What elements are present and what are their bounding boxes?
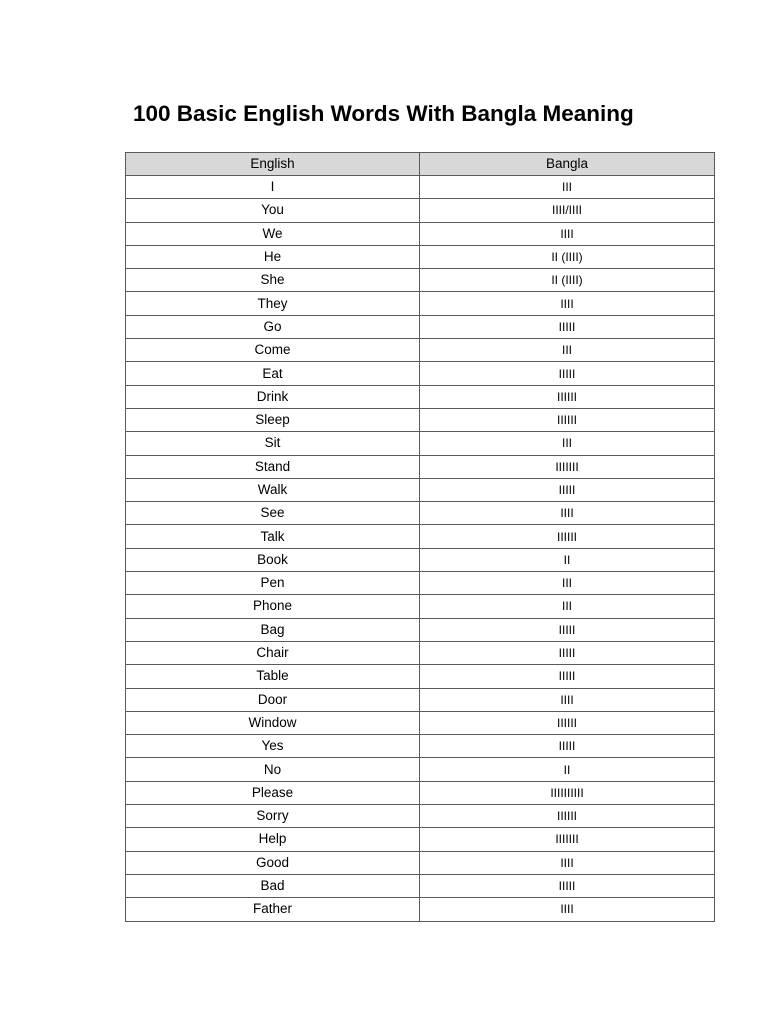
bangla-meaning-cell: IIIIII [420,408,715,431]
table-row [126,315,715,338]
table-row [126,641,715,664]
english-word-cell: Eat [126,362,420,385]
table-row [126,828,715,851]
bangla-meaning-cell: IIIII [420,478,715,501]
english-word-cell: Stand [126,455,420,478]
bangla-meaning-cell: IIIIII [420,805,715,828]
bangla-meaning-cell: IIII [420,222,715,245]
bangla-meaning-cell: IIIII [420,362,715,385]
bangla-meaning-cell: III [420,432,715,455]
english-word-cell: Help [126,828,420,851]
english-word-cell: Yes [126,735,420,758]
bangla-meaning-cell: II (IIII) [420,269,715,292]
table-row [126,432,715,455]
english-word-cell: Talk [126,525,420,548]
bangla-meaning-cell: III [420,595,715,618]
bangla-meaning-cell: IIIII [420,618,715,641]
column-header-bangla: Bangla [420,153,715,176]
english-word-cell: You [126,199,420,222]
english-word-cell: We [126,222,420,245]
bangla-meaning-cell: III [420,572,715,595]
table-row [126,665,715,688]
english-word-cell: Chair [126,641,420,664]
english-word-cell: Book [126,548,420,571]
table-row [126,874,715,897]
table-body [126,176,715,922]
english-word-cell: Table [126,665,420,688]
english-word-cell: See [126,502,420,525]
english-word-cell: Good [126,851,420,874]
table-row [126,548,715,571]
bangla-meaning-cell: IIII [420,688,715,711]
bangla-meaning-cell: IIIIII [420,525,715,548]
english-word-cell: Window [126,711,420,734]
bangla-meaning-cell: IIIII [420,874,715,897]
english-word-cell: Sorry [126,805,420,828]
english-word-cell: Please [126,781,420,804]
table-row [126,385,715,408]
english-word-cell: Drink [126,385,420,408]
table-row [126,455,715,478]
bangla-meaning-cell: IIIIIII [420,455,715,478]
bangla-meaning-cell: IIII [420,292,715,315]
english-word-cell: He [126,245,420,268]
table-row [126,781,715,804]
bangla-meaning-cell: IIIII [420,735,715,758]
bangla-meaning-cell: IIIII [420,315,715,338]
table-row [126,502,715,525]
table-header [126,153,715,176]
table-row [126,805,715,828]
english-word-cell: Pen [126,572,420,595]
table-row [126,618,715,641]
english-word-cell: She [126,269,420,292]
english-word-cell: Bad [126,874,420,897]
table-row [126,711,715,734]
english-word-cell: I [126,176,420,199]
table-row [126,362,715,385]
english-word-cell: They [126,292,420,315]
table-row [126,898,715,921]
table-row [126,572,715,595]
english-word-cell: Come [126,339,420,362]
table-row [126,222,715,245]
bangla-meaning-cell: IIIIII [420,385,715,408]
table-row [126,595,715,618]
english-word-cell: Bag [126,618,420,641]
bangla-meaning-cell: IIIIIIIIII [420,781,715,804]
bangla-meaning-cell: IIII [420,898,715,921]
english-word-cell: Door [126,688,420,711]
english-word-cell: Go [126,315,420,338]
bangla-meaning-cell: IIIII [420,641,715,664]
english-word-cell: Sit [126,432,420,455]
bangla-meaning-cell: IIII/IIII [420,199,715,222]
table-row [126,199,715,222]
english-word-cell: Father [126,898,420,921]
bangla-meaning-cell: IIIIIII [420,828,715,851]
table-row [126,735,715,758]
bangla-meaning-cell: IIIII [420,665,715,688]
table-row [126,292,715,315]
bangla-meaning-cell: IIII [420,502,715,525]
table-row [126,408,715,431]
bangla-meaning-cell: II [420,758,715,781]
table-row [126,688,715,711]
table-row [126,525,715,548]
english-word-cell: No [126,758,420,781]
table-row [126,339,715,362]
table-row [126,176,715,199]
vocabulary-table [125,152,715,922]
english-word-cell: Walk [126,478,420,501]
english-word-cell: Phone [126,595,420,618]
table-row [126,758,715,781]
bangla-meaning-cell: IIII [420,851,715,874]
column-header-english: English [126,153,420,176]
header-row [126,153,715,176]
table-row [126,478,715,501]
bangla-meaning-cell: II [420,548,715,571]
table-row [126,851,715,874]
bangla-meaning-cell: II (IIII) [420,245,715,268]
bangla-meaning-cell: IIIIII [420,711,715,734]
bangla-meaning-cell: III [420,176,715,199]
table-row [126,269,715,292]
page-title: 100 Basic English Words With Bangla Meaning [133,101,634,126]
bangla-meaning-cell: III [420,339,715,362]
english-word-cell: Sleep [126,408,420,431]
table-row [126,245,715,268]
